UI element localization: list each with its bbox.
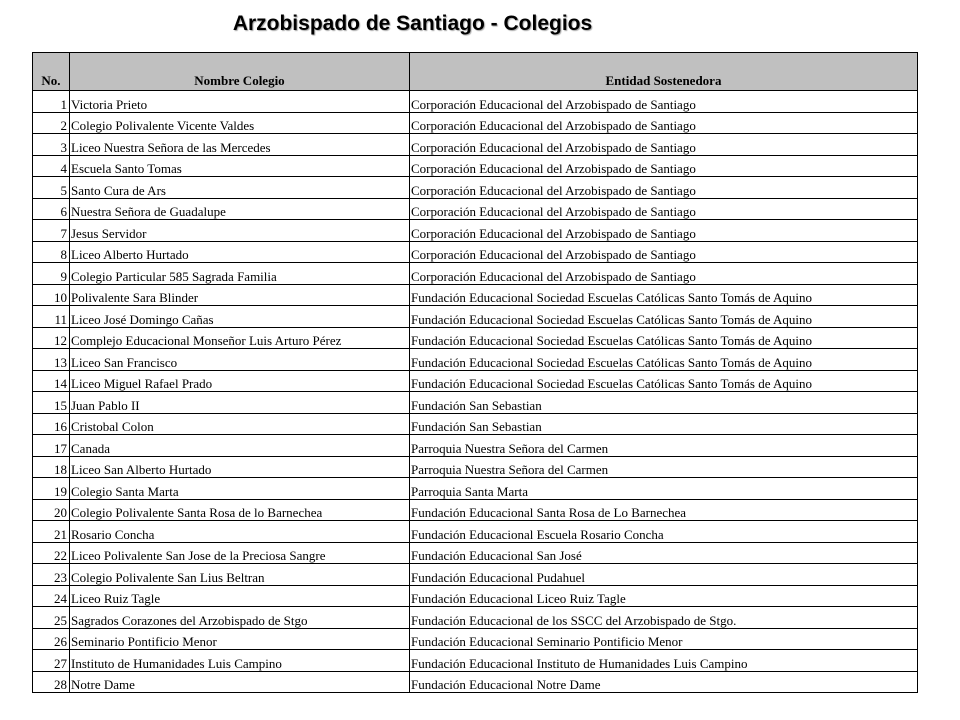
- table-row: [33, 628, 918, 650]
- cell-nombre-colegio: Polivalente Sara Blinder: [70, 284, 410, 306]
- table-row: [33, 521, 918, 543]
- cell-number: 7: [33, 220, 70, 242]
- cell-nombre-colegio: Rosario Concha: [70, 521, 410, 543]
- cell-nombre-colegio: Liceo Ruiz Tagle: [70, 585, 410, 607]
- table-body: [33, 91, 918, 693]
- cell-number: 21: [33, 521, 70, 543]
- cell-entidad-sostenedora: Corporación Educacional del Arzobispado de Santiago: [410, 241, 918, 263]
- cell-number: 6: [33, 198, 70, 220]
- cell-nombre-colegio: Liceo San Francisco: [70, 349, 410, 371]
- cell-entidad-sostenedora: Corporación Educacional del Arzobispado de Santiago: [410, 220, 918, 242]
- table-row: [33, 306, 918, 328]
- cell-entidad-sostenedora: Corporación Educacional del Arzobispado de Santiago: [410, 198, 918, 220]
- table-row: [33, 671, 918, 693]
- table-row: [33, 349, 918, 371]
- cell-nombre-colegio: Liceo Alberto Hurtado: [70, 241, 410, 263]
- table-row: [33, 91, 918, 113]
- cell-nombre-colegio: Colegio Polivalente Vicente Valdes: [70, 112, 410, 134]
- cell-number: 13: [33, 349, 70, 371]
- cell-entidad-sostenedora: Parroquia Nuestra Señora del Carmen: [410, 435, 918, 457]
- table-row: [33, 435, 918, 457]
- cell-nombre-colegio: Colegio Polivalente San Lius Beltran: [70, 564, 410, 586]
- column-header-nombre-colegio: Nombre Colegio: [70, 53, 410, 91]
- table-row: [33, 564, 918, 586]
- cell-entidad-sostenedora: Fundación Educacional Sociedad Escuelas Católicas Santo Tomás de Aquino: [410, 349, 918, 371]
- cell-number: 10: [33, 284, 70, 306]
- table-row: [33, 456, 918, 478]
- table-row: [33, 198, 918, 220]
- cell-entidad-sostenedora: Fundación San Sebastian: [410, 413, 918, 435]
- cell-nombre-colegio: Liceo San Alberto Hurtado: [70, 456, 410, 478]
- table-row: [33, 499, 918, 521]
- cell-number: 27: [33, 650, 70, 672]
- table-row: [33, 650, 918, 672]
- cell-nombre-colegio: Colegio Particular 585 Sagrada Familia: [70, 263, 410, 285]
- cell-nombre-colegio: Santo Cura de Ars: [70, 177, 410, 199]
- cell-nombre-colegio: Colegio Santa Marta: [70, 478, 410, 500]
- cell-number: 22: [33, 542, 70, 564]
- cell-number: 20: [33, 499, 70, 521]
- cell-number: 2: [33, 112, 70, 134]
- cell-entidad-sostenedora: Fundación Educacional San José: [410, 542, 918, 564]
- table-row: [33, 327, 918, 349]
- cell-number: 4: [33, 155, 70, 177]
- page-title: Arzobispado de Santiago - Colegios: [232, 12, 593, 35]
- cell-number: 3: [33, 134, 70, 156]
- cell-entidad-sostenedora: Fundación San Sebastian: [410, 392, 918, 414]
- table-row: [33, 284, 918, 306]
- cell-nombre-colegio: Instituto de Humanidades Luis Campino: [70, 650, 410, 672]
- cell-nombre-colegio: Juan Pablo II: [70, 392, 410, 414]
- cell-entidad-sostenedora: Corporación Educacional del Arzobispado de Santiago: [410, 177, 918, 199]
- cell-entidad-sostenedora: Fundación Educacional Santa Rosa de Lo Barnechea: [410, 499, 918, 521]
- cell-number: 23: [33, 564, 70, 586]
- cell-number: 12: [33, 327, 70, 349]
- table-row: [33, 585, 918, 607]
- cell-number: 24: [33, 585, 70, 607]
- cell-entidad-sostenedora: Corporación Educacional del Arzobispado de Santiago: [410, 91, 918, 113]
- cell-entidad-sostenedora: Parroquia Nuestra Señora del Carmen: [410, 456, 918, 478]
- table-row: [33, 241, 918, 263]
- cell-nombre-colegio: Colegio Polivalente Santa Rosa de lo Barnechea: [70, 499, 410, 521]
- cell-nombre-colegio: Liceo Polivalente San Jose de la Preciosa Sangre: [70, 542, 410, 564]
- cell-entidad-sostenedora: Corporación Educacional del Arzobispado de Santiago: [410, 134, 918, 156]
- table-row: [33, 220, 918, 242]
- cell-number: 16: [33, 413, 70, 435]
- cell-entidad-sostenedora: Fundación Educacional Liceo Ruiz Tagle: [410, 585, 918, 607]
- cell-number: 5: [33, 177, 70, 199]
- table-row: [33, 134, 918, 156]
- cell-entidad-sostenedora: Fundación Educacional Sociedad Escuelas Católicas Santo Tomás de Aquino: [410, 327, 918, 349]
- cell-entidad-sostenedora: Fundación Educacional Instituto de Humanidades Luis Campino: [410, 650, 918, 672]
- cell-nombre-colegio: Sagrados Corazones del Arzobispado de Stgo: [70, 607, 410, 629]
- cell-entidad-sostenedora: Fundación Educacional Sociedad Escuelas Católicas Santo Tomás de Aquino: [410, 306, 918, 328]
- cell-nombre-colegio: Liceo José Domingo Cañas: [70, 306, 410, 328]
- cell-number: 8: [33, 241, 70, 263]
- cell-number: 14: [33, 370, 70, 392]
- cell-number: 18: [33, 456, 70, 478]
- cell-number: 25: [33, 607, 70, 629]
- cell-number: 26: [33, 628, 70, 650]
- cell-entidad-sostenedora: Fundación Educacional Pudahuel: [410, 564, 918, 586]
- cell-entidad-sostenedora: Fundación Educacional Seminario Pontificio Menor: [410, 628, 918, 650]
- table-row: [33, 177, 918, 199]
- column-header-no: No.: [33, 53, 70, 91]
- cell-nombre-colegio: Nuestra Señora de Guadalupe: [70, 198, 410, 220]
- cell-entidad-sostenedora: Parroquia Santa Marta: [410, 478, 918, 500]
- cell-nombre-colegio: Jesus Servidor: [70, 220, 410, 242]
- table-row: [33, 112, 918, 134]
- cell-number: 15: [33, 392, 70, 414]
- table-row: [33, 155, 918, 177]
- cell-number: 11: [33, 306, 70, 328]
- cell-nombre-colegio: Canada: [70, 435, 410, 457]
- table-row: [33, 478, 918, 500]
- cell-entidad-sostenedora: Fundación Educacional Notre Dame: [410, 671, 918, 693]
- cell-entidad-sostenedora: Fundación Educacional Sociedad Escuelas Católicas Santo Tomás de Aquino: [410, 284, 918, 306]
- cell-nombre-colegio: Liceo Miguel Rafael Prado: [70, 370, 410, 392]
- cell-number: 9: [33, 263, 70, 285]
- cell-nombre-colegio: Liceo Nuestra Señora de las Mercedes: [70, 134, 410, 156]
- column-header-entidad-sostenedora: Entidad Sostenedora: [410, 53, 918, 91]
- table-row: [33, 542, 918, 564]
- cell-nombre-colegio: Complejo Educacional Monseñor Luis Arturo Pérez: [70, 327, 410, 349]
- cell-entidad-sostenedora: Corporación Educacional del Arzobispado de Santiago: [410, 112, 918, 134]
- cell-nombre-colegio: Seminario Pontificio Menor: [70, 628, 410, 650]
- table-row: [33, 263, 918, 285]
- table-header-row: [33, 53, 918, 91]
- cell-entidad-sostenedora: Corporación Educacional del Arzobispado de Santiago: [410, 263, 918, 285]
- cell-entidad-sostenedora: Corporación Educacional del Arzobispado de Santiago: [410, 155, 918, 177]
- cell-nombre-colegio: Notre Dame: [70, 671, 410, 693]
- cell-entidad-sostenedora: Fundación Educacional de los SSCC del Arzobispado de Stgo.: [410, 607, 918, 629]
- cell-number: 28: [33, 671, 70, 693]
- cell-nombre-colegio: Escuela Santo Tomas: [70, 155, 410, 177]
- cell-entidad-sostenedora: Fundación Educacional Sociedad Escuelas Católicas Santo Tomás de Aquino: [410, 370, 918, 392]
- table-row: [33, 607, 918, 629]
- table-row: [33, 392, 918, 414]
- cell-number: 17: [33, 435, 70, 457]
- cell-number: 1: [33, 91, 70, 113]
- cell-nombre-colegio: Cristobal Colon: [70, 413, 410, 435]
- table-row: [33, 413, 918, 435]
- cell-nombre-colegio: Victoria Prieto: [70, 91, 410, 113]
- colegios-table: [32, 52, 918, 693]
- cell-number: 19: [33, 478, 70, 500]
- cell-entidad-sostenedora: Fundación Educacional Escuela Rosario Concha: [410, 521, 918, 543]
- table-row: [33, 370, 918, 392]
